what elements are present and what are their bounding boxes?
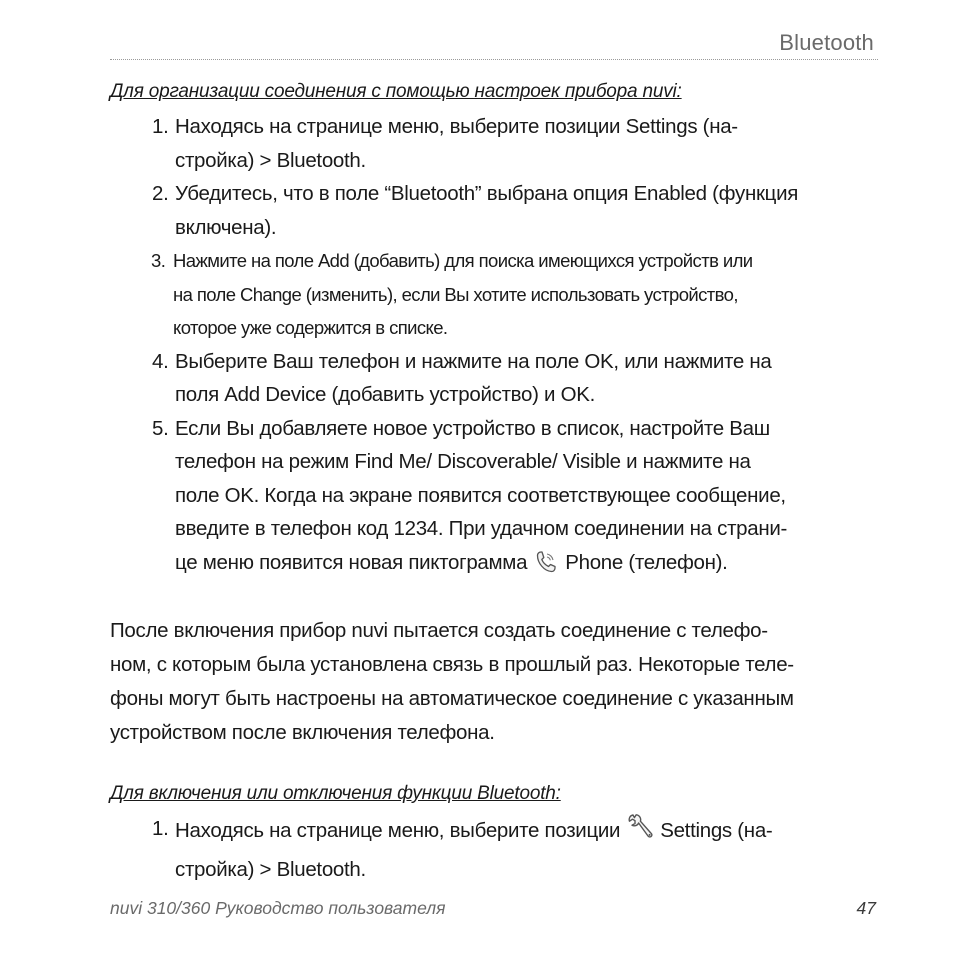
page-number: 47 bbox=[856, 898, 876, 918]
step-text-line: Находясь на странице меню, выберите позиции bbox=[175, 819, 621, 842]
step-text-line: Нажмите на поле Add (добавить) для поиска имеющихся устройств или bbox=[173, 250, 753, 271]
step-text-line: Phone (телефон). bbox=[565, 550, 728, 574]
paragraph-line: После включения прибор nuvi пытается создать соединение с телефо- bbox=[110, 619, 768, 642]
connect-steps-list bbox=[110, 110, 870, 584]
step-text-line: на поле Change (изменить), если Вы хотите использовать устройство, bbox=[173, 283, 738, 305]
step-number: 2. bbox=[152, 182, 169, 205]
page-content bbox=[110, 78, 870, 886]
paragraph-line: устройством после включения телефона. bbox=[110, 721, 495, 744]
section-title: Bluetooth bbox=[779, 30, 874, 55]
phone-icon bbox=[535, 550, 557, 585]
step-text-line: Если Вы добавляете новое устройство в список, настройте Ваш bbox=[175, 416, 770, 440]
step-number: 1. bbox=[152, 817, 169, 840]
step-text-line: включена). bbox=[175, 215, 277, 239]
instructions-heading-connect: Для организации соединения с помощью настроек прибора nuvi: bbox=[110, 81, 682, 102]
step-text-line: телефон на режим Find Me/ Discoverable/ Visible и нажмите на bbox=[175, 450, 751, 473]
step-text-line: Убедитесь, что в поле “Bluetooth” выбрана опция Enabled (функция bbox=[175, 182, 799, 205]
list-item bbox=[110, 812, 870, 886]
step-text-line: Выберите Ваш телефон и нажмите на поле OK, или нажмите на bbox=[175, 349, 772, 373]
list-item bbox=[110, 244, 870, 345]
paragraph-line: фоны могут быть настроены на автоматическое соединение с указанным bbox=[110, 687, 794, 710]
info-paragraph bbox=[110, 614, 870, 750]
list-item bbox=[110, 345, 870, 412]
step-number: 5. bbox=[152, 416, 169, 440]
step-text-line: поля Add Device (добавить устройство) и OK. bbox=[175, 383, 596, 406]
step-number: 4. bbox=[152, 349, 169, 373]
list-item bbox=[110, 110, 870, 177]
step-number: 1. bbox=[152, 115, 169, 138]
step-text-line: стройка) > Bluetooth. bbox=[175, 148, 366, 172]
step-text-line: введите в телефон код 1234. При удачном соединении на страни- bbox=[175, 517, 788, 540]
list-item bbox=[110, 412, 870, 585]
step-text-line: поле OK. Когда на экране появится соответствующее сообщение, bbox=[175, 483, 786, 507]
instructions-heading-toggle: Для включения или отключения функции Bluetooth: bbox=[110, 783, 561, 804]
footer-manual-title: nuvi 310/360 Руководство пользователя bbox=[110, 898, 446, 918]
step-text-line: Settings (на- bbox=[660, 819, 773, 842]
list-item bbox=[110, 177, 870, 244]
step-text-line: которое уже содержится в списке. bbox=[173, 317, 448, 338]
toggle-steps-list bbox=[110, 812, 870, 886]
step-number: 3. bbox=[151, 250, 166, 271]
step-text-line: це меню появится новая пиктограмма bbox=[175, 550, 528, 574]
wrench-icon bbox=[626, 812, 654, 853]
header-divider bbox=[110, 59, 878, 60]
step-text-line: Находясь на странице меню, выберите позиции Settings (на- bbox=[175, 115, 738, 138]
step-text-line: стройка) > Bluetooth. bbox=[175, 857, 366, 881]
paragraph-line: ном, с которым была установлена связь в прошлый раз. Некоторые теле- bbox=[110, 653, 794, 676]
